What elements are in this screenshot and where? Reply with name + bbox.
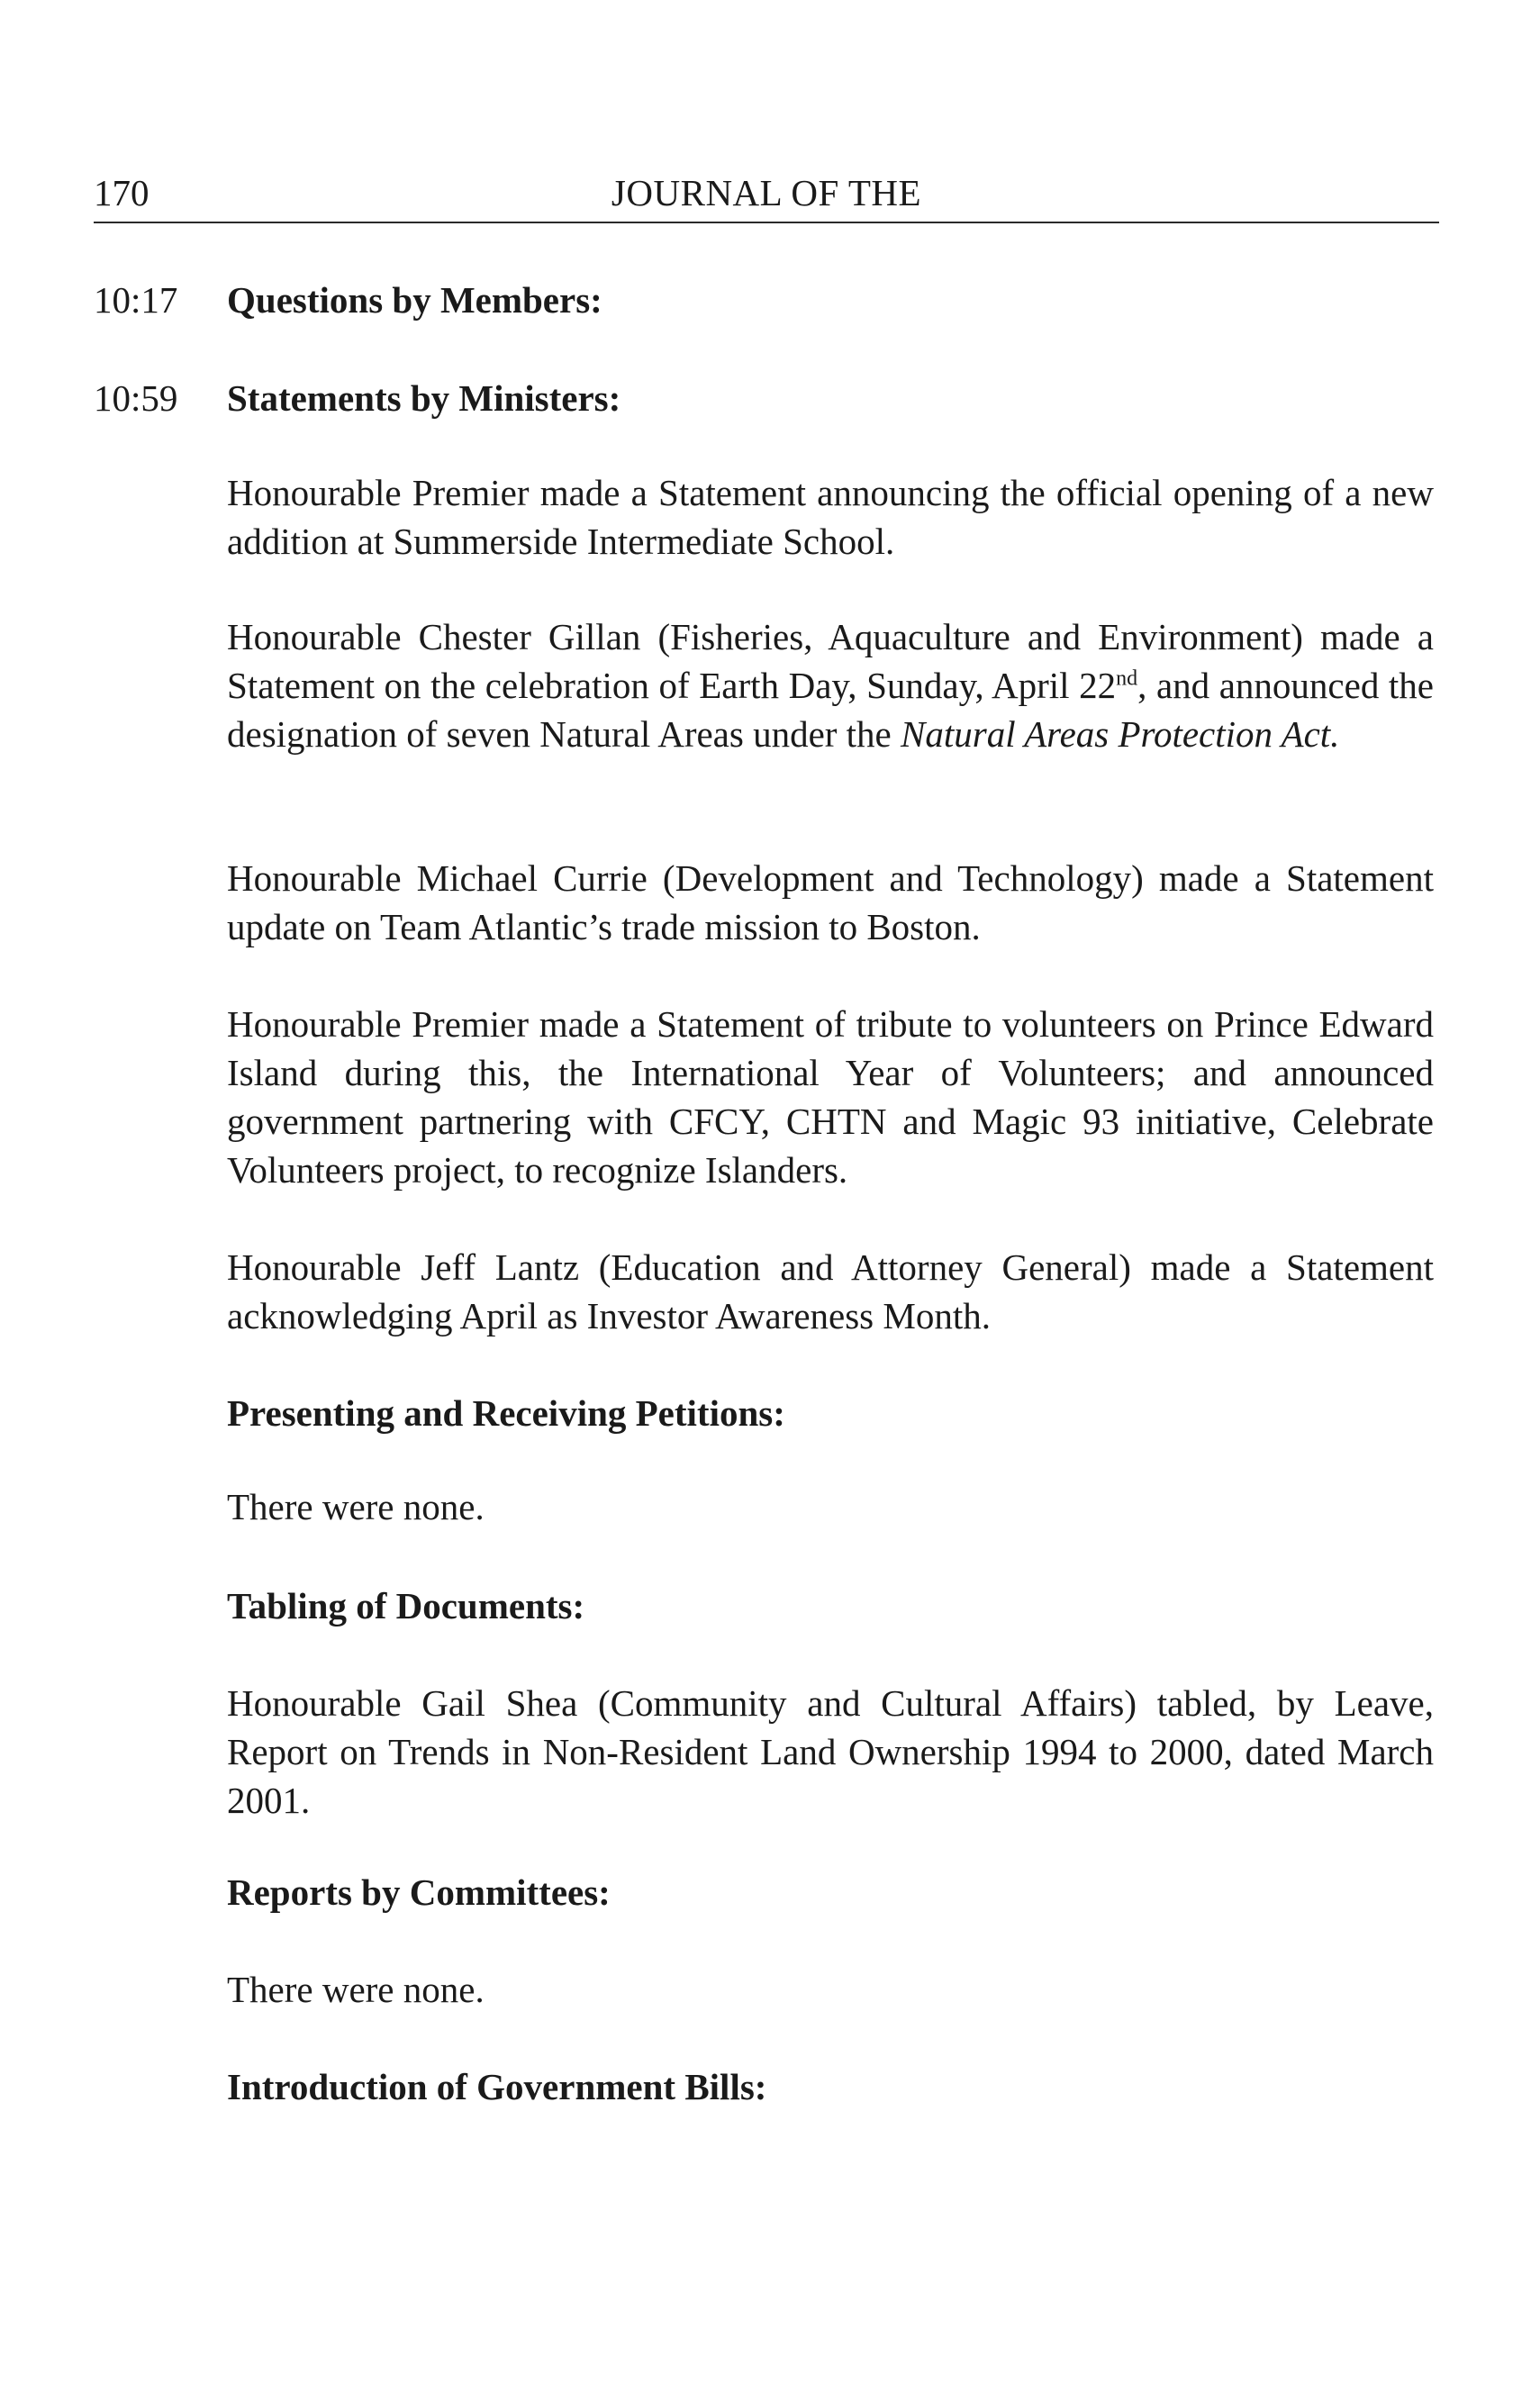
- time-stamp-questions: 10:17: [94, 279, 178, 321]
- time-stamp-statements: 10:59: [94, 377, 178, 419]
- statement-paragraph-4: Honourable Premier made a Statement of tribute to volunteers on Prince Edward Island during this, the International Year of Volunteers; and announced government partnering with CFCY, CHTN and Magic 93 initiative, Celebrate Volunteers project, to recognize Islanders.: [227, 1003, 1434, 1191]
- running-title: JOURNAL OF THE: [611, 172, 922, 213]
- statement-2-text-a: Honourable Chester Gillan (Fisheries, Aquaculture and Environment) made a Statement on the celebration of Earth Day, Sunday, April 22: [227, 616, 1434, 706]
- statement-paragraph-1: Honourable Premier made a Statement announcing the official opening of a new addition at Summerside Intermediate School.: [227, 472, 1434, 562]
- statement-paragraph-3: Honourable Michael Currie (Development and Technology) made a Statement update on Team Atlantic’s trade mission to Boston.: [227, 857, 1434, 947]
- running-header: [94, 168, 1439, 223]
- heading-petitions: Presenting and Receiving Petitions:: [227, 1392, 785, 1434]
- statement-paragraph-2: [227, 612, 1434, 758]
- committees-text: There were none.: [227, 1969, 485, 2010]
- heading-tabling: Tabling of Documents:: [227, 1585, 585, 1626]
- heading-committees: Reports by Committees:: [227, 1871, 611, 1913]
- statement-2-superscript: nd: [1116, 666, 1138, 691]
- statement-2-text-b: , and announced the designation of seven Natural Areas under the: [227, 665, 1434, 755]
- tabling-text: Honourable Gail Shea (Community and Cultural Affairs) tabled, by Leave, Report on Trends in Non-Resident Land Ownership 1994 to 2000, dated March 2001.: [227, 1682, 1434, 1821]
- petitions-text: There were none.: [227, 1486, 485, 1527]
- page-number: 170: [94, 172, 149, 213]
- statement-2-act-title: Natural Areas Protection Act.: [901, 713, 1340, 755]
- statement-paragraph-5: Honourable Jeff Lantz (Education and Attorney General) made a Statement acknowledging April as Investor Awareness Month.: [227, 1246, 1434, 1336]
- heading-statements: Statements by Ministers:: [227, 377, 621, 419]
- heading-government-bills: Introduction of Government Bills:: [227, 2066, 767, 2107]
- heading-questions: Questions by Members:: [227, 279, 602, 321]
